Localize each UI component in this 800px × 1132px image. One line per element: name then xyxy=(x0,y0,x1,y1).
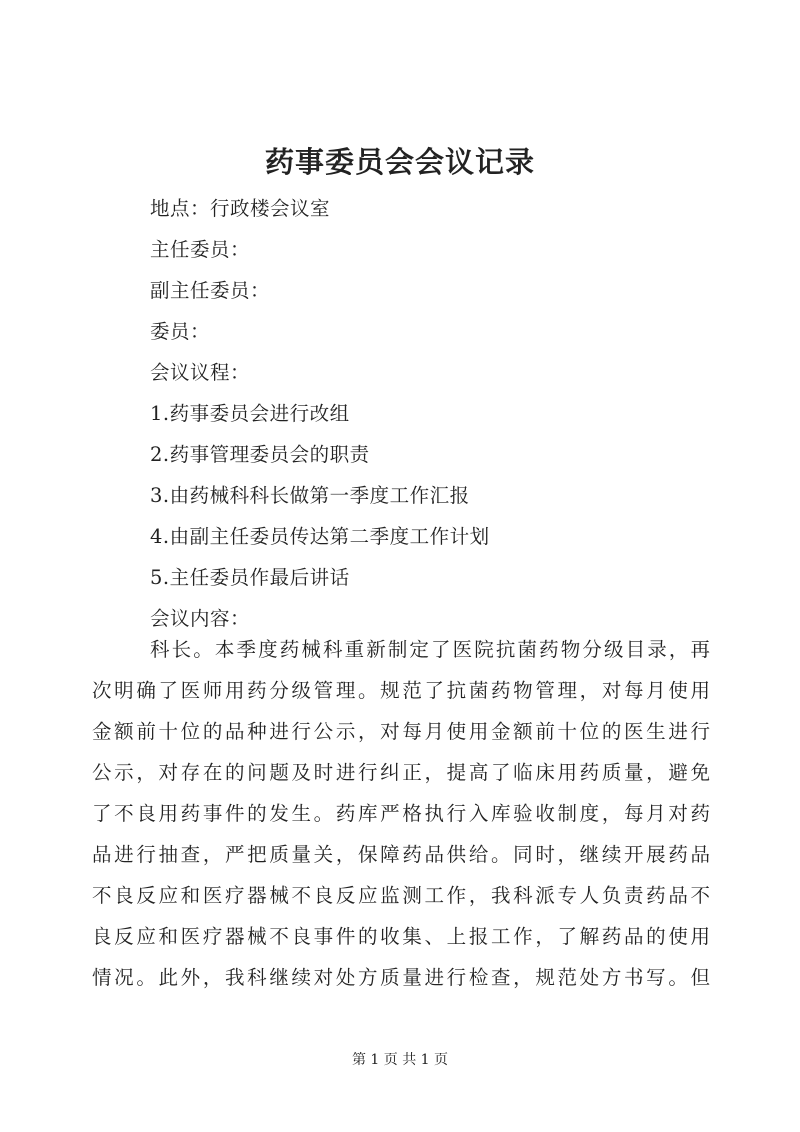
vice-chair-member-line: 副主任委员： xyxy=(150,279,271,302)
agenda-item: 4.由副主任委员传达第二季度工作计划 xyxy=(150,525,490,548)
paragraph-line: 良反应和医疗器械不良事件的收集、上报工作，了解药品的使用 xyxy=(92,925,710,948)
document-title: 药事委员会会议记录 xyxy=(264,145,535,179)
agenda-item: 5.主任委员作最后讲话 xyxy=(150,566,350,589)
meeting-info-list xyxy=(150,188,750,639)
members-line: 委员： xyxy=(150,320,211,343)
agenda-item: 1.药事委员会进行改组 xyxy=(150,402,350,425)
paragraph-line: 公示，对存在的问题及时进行纠正，提高了临床用药质量，避免 xyxy=(92,761,710,784)
page-footer: 第 1 页 共 1 页 xyxy=(351,1052,449,1068)
paragraph-line: 不良反应和医疗器械不良反应监测工作，我科派专人负责药品不 xyxy=(92,884,710,907)
paragraph-line: 情况。此外，我科继续对处方质量进行检查，规范处方书写。但 xyxy=(92,966,710,989)
location-line: 地点：行政楼会议室 xyxy=(150,197,331,220)
paragraph-line: 科长。本季度药械科重新制定了医院抗菌药物分级目录，再 xyxy=(150,638,710,661)
meeting-content-paragraph xyxy=(92,629,710,998)
paragraph-line: 金额前十位的品种进行公示，对每月使用金额前十位的医生进行 xyxy=(92,720,710,743)
paragraph-line: 了不良用药事件的发生。药库严格执行入库验收制度，每月对药 xyxy=(92,802,710,825)
paragraph-line: 次明确了医师用药分级管理。规范了抗菌药物管理，对每月使用 xyxy=(92,679,710,702)
agenda-item: 3.由药械科科长做第一季度工作汇报 xyxy=(150,484,470,507)
chair-member-line: 主任委员： xyxy=(150,238,251,261)
paragraph-line: 品进行抽查，严把质量关，保障药品供给。同时，继续开展药品 xyxy=(92,843,710,866)
agenda-item: 2.药事管理委员会的职责 xyxy=(150,443,370,466)
content-heading: 会议内容： xyxy=(150,607,251,630)
agenda-heading: 会议议程： xyxy=(150,361,251,384)
